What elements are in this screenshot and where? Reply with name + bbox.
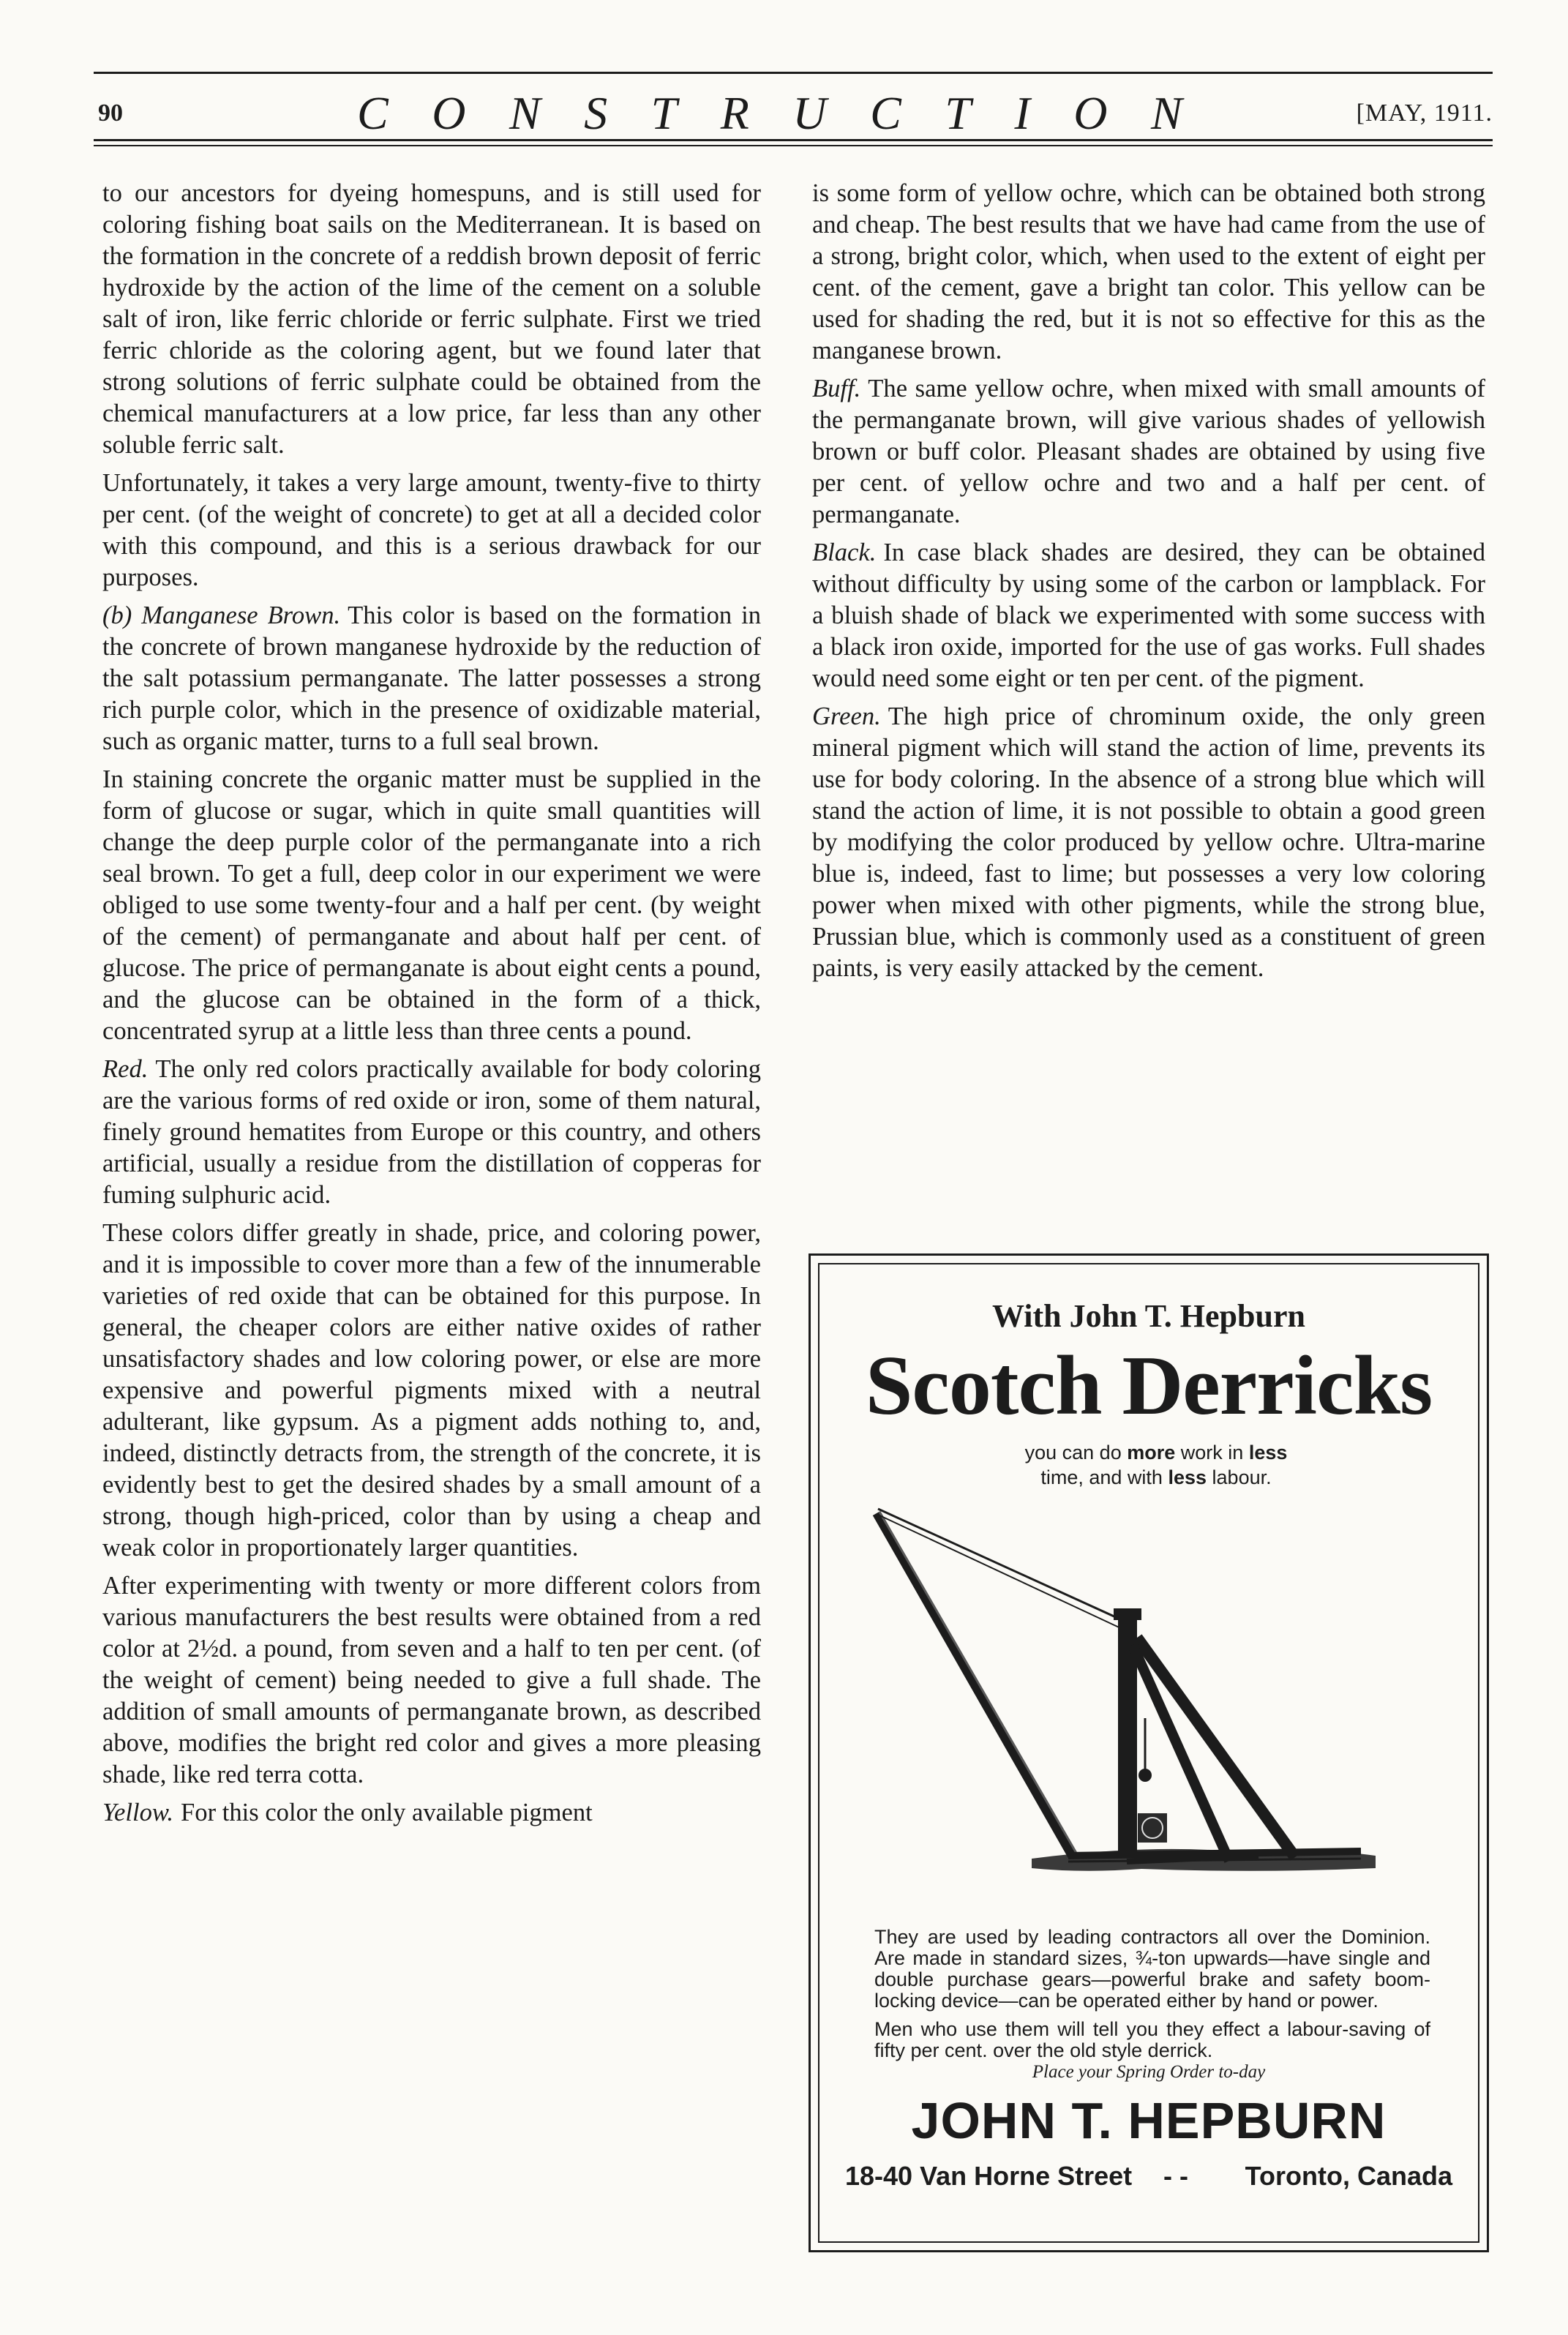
ad-sub-text: labour. bbox=[1212, 1466, 1272, 1488]
ad-subheadline bbox=[1010, 1440, 1302, 1490]
paragraph-text: In case black shades are desired, they can be obtained without difficulty by using some of the carbon or lampblack. For a bluish shade of black we experimented with some success with a black iron oxide, imported for the use of gas works. Full shades would need some eight or ten per cent. of the pigment. bbox=[812, 539, 1485, 692]
derrick-illustration bbox=[849, 1499, 1478, 1894]
ad-sub-emphasis: less bbox=[1248, 1442, 1288, 1463]
ad-tagline: With John T. Hepburn bbox=[992, 1298, 1305, 1334]
section-lead-manganese-brown: (b) Manganese Brown. bbox=[102, 601, 341, 629]
paragraph bbox=[812, 537, 1485, 694]
ad-separator: - - bbox=[1163, 2161, 1188, 2191]
paragraph: In staining concrete the organic matter must be supplied in the form of glucose or sugar, which in quite small quantities will change the deep purple color of the permanganate into a rich seal brown. To get a full, deep color in our experiment we were obliged to use some twenty-four and a half per cent. (by weight of the cement) of permanganate and about half per cent. of glucose. The price of permanganate is about eight cents a pound, and the glucose can be obtained in the form of a thick, concentrated syrup at a little less than three cents a pound. bbox=[102, 765, 761, 1045]
ad-sub-text: time, and with bbox=[1040, 1466, 1163, 1488]
paragraph-text: The high price of chrominum oxide, the only green mineral pigment which will stand the action of lime, prevents its use for body coloring. In the absence of a strong blue which will stand the action of lime, it is not possible to obtain a good green by modifying the color produced by yellow ochre. Ultra-marine blue is, indeed, fast to lime; but possesses a very low coloring power when mixed with other pigments, while the strong blue, Prussian blue, which is commonly used as a constituent of green paints, is very easily attacked by the cement. bbox=[812, 702, 1485, 982]
advertisement-inner-border bbox=[818, 1263, 1479, 2243]
paragraph-text: This color is based on the formation in the concrete of brown manganese hydroxide by the reduction of the salt potassium permanganate. The latter possesses a strong rich purple color, which in the presence of oxidizable material, such as organic matter, turns to a full seal brown. bbox=[102, 601, 761, 755]
paragraph: After experimenting with twenty or more different colors from various manufacturers the best results were obtained from a red color at 2½d. a pound, from seven and a half to ten per cent. (of the weight of cement) being needed to give a full shade. The addition of small amounts of permanganate brown, as described above, modifies the bright red color and gives a more pleasing shade, like red terra cotta. bbox=[102, 1572, 761, 1788]
section-lead-yellow: Yellow. bbox=[102, 1799, 174, 1826]
ad-body-paragraph: They are used by leading contractors all over the Dominion. Are made in standard sizes, ¾-ton upwards—have single and double purchase gears—powerful brake and safety boom-locking device—can be operated either by hand or power. bbox=[874, 1926, 1430, 2012]
ad-call-to-action: Place your Spring Order to-day bbox=[1032, 2062, 1266, 2082]
ad-sub-emphasis: less bbox=[1168, 1466, 1207, 1488]
section-lead-green: Green. bbox=[812, 702, 881, 730]
advertisement bbox=[809, 1253, 1489, 2252]
paragraph-text: For this color the only available pigment bbox=[181, 1799, 593, 1826]
section-lead-black: Black. bbox=[812, 539, 877, 566]
ad-headline: Scotch Derricks bbox=[865, 1339, 1433, 1433]
paragraph: These colors differ greatly in shade, price, and coloring power, and it is impossible to cover more than a few of the innumerable varieties of red oxide that can be obtained for this purpose. In general, the cheaper colors are either native oxides of rather unsatisfactory shades and low coloring power, or else are more expensive and powerful pigments mixed with a neutral adulterant, like gypsum. As a pigment adds nothing to, and, indeed, distinctly detracts from, the strength of the concrete, it is evidently best to get the desired shades by a small amount of a strong, though high-priced, color than by using a cheap and weak color in proportionately larger quantities. bbox=[102, 1219, 761, 1562]
paragraph bbox=[812, 701, 1485, 984]
paragraph bbox=[102, 1054, 761, 1211]
left-column bbox=[102, 178, 761, 1835]
paragraph-text: The same yellow ochre, when mixed with small amounts of the permanganate brown, will give various shades of yellowish brown or buff color. Pleasant shades are obtained by using five per cent. of yellow ochre and two and a half per cent. of permanganate. bbox=[812, 375, 1485, 528]
paragraph: to our ancestors for dyeing homespuns, and is still used for coloring fishing boat sails on the Mediterranean. It is based on the formation in the concrete of a reddish brown deposit of ferric hydroxide by the action of the lime of the cement on a soluble salt of iron, like ferric chloride or ferric sulphate. First we tried ferric chloride as the coloring agent, but we found later that strong solutions of ferric sulphate could be obtained from the chemical manufacturers at a low price, far less than any other soluble ferric salt. bbox=[102, 179, 761, 459]
paragraph-text: The only red colors practically available for body coloring are the various forms of red oxide or iron, some of them natural, finely ground hematites from Europe or this country, and others artificial, usually a residue from the distillation of copperas for fuming sulphuric acid. bbox=[102, 1055, 761, 1209]
ad-sub-text: work in bbox=[1180, 1442, 1244, 1463]
paragraph bbox=[102, 1797, 761, 1829]
page-number: 90 bbox=[98, 100, 123, 127]
header-rule-top bbox=[94, 72, 1493, 74]
ad-company-name: JOHN T. HEPBURN bbox=[911, 2092, 1387, 2149]
section-lead-buff: Buff. bbox=[812, 375, 861, 402]
paragraph: Unfortunately, it takes a very large amount, twenty-five to thirty per cent. (of the weight of concrete) to get at all a decided color with this compound, and this is a serious drawback for our purposes. bbox=[102, 469, 761, 591]
right-column bbox=[812, 178, 1485, 991]
issue-date: [MAY, 1911. bbox=[1356, 100, 1493, 127]
paragraph bbox=[812, 373, 1485, 531]
header-rule bbox=[94, 139, 1493, 141]
ad-city: Toronto, Canada bbox=[1245, 2161, 1452, 2191]
ad-street: 18-40 Van Horne Street bbox=[845, 2161, 1133, 2191]
paragraph bbox=[102, 600, 761, 757]
ad-body-paragraph: Men who use them will tell you they effect a labour-saving of fifty per cent. over the old style derrick. bbox=[874, 2018, 1430, 2061]
header-rule-double bbox=[94, 145, 1493, 146]
ad-sub-text: you can do bbox=[1024, 1442, 1122, 1463]
page-header bbox=[94, 86, 1493, 145]
ad-sub-emphasis: more bbox=[1127, 1442, 1176, 1463]
journal-title: CONSTRUCTION bbox=[357, 87, 1226, 139]
paragraph: is some form of yellow ochre, which can be obtained both strong and cheap. The best results that we have had came from the use of a strong, bright color, which, when used to the extent of eight per cent. of the cement, gave a bright tan color. This yellow can be used for shading the red, but it is not so effective for this as the manganese brown. bbox=[812, 179, 1485, 364]
ad-body bbox=[874, 1927, 1430, 2069]
section-lead-red: Red. bbox=[102, 1055, 149, 1083]
